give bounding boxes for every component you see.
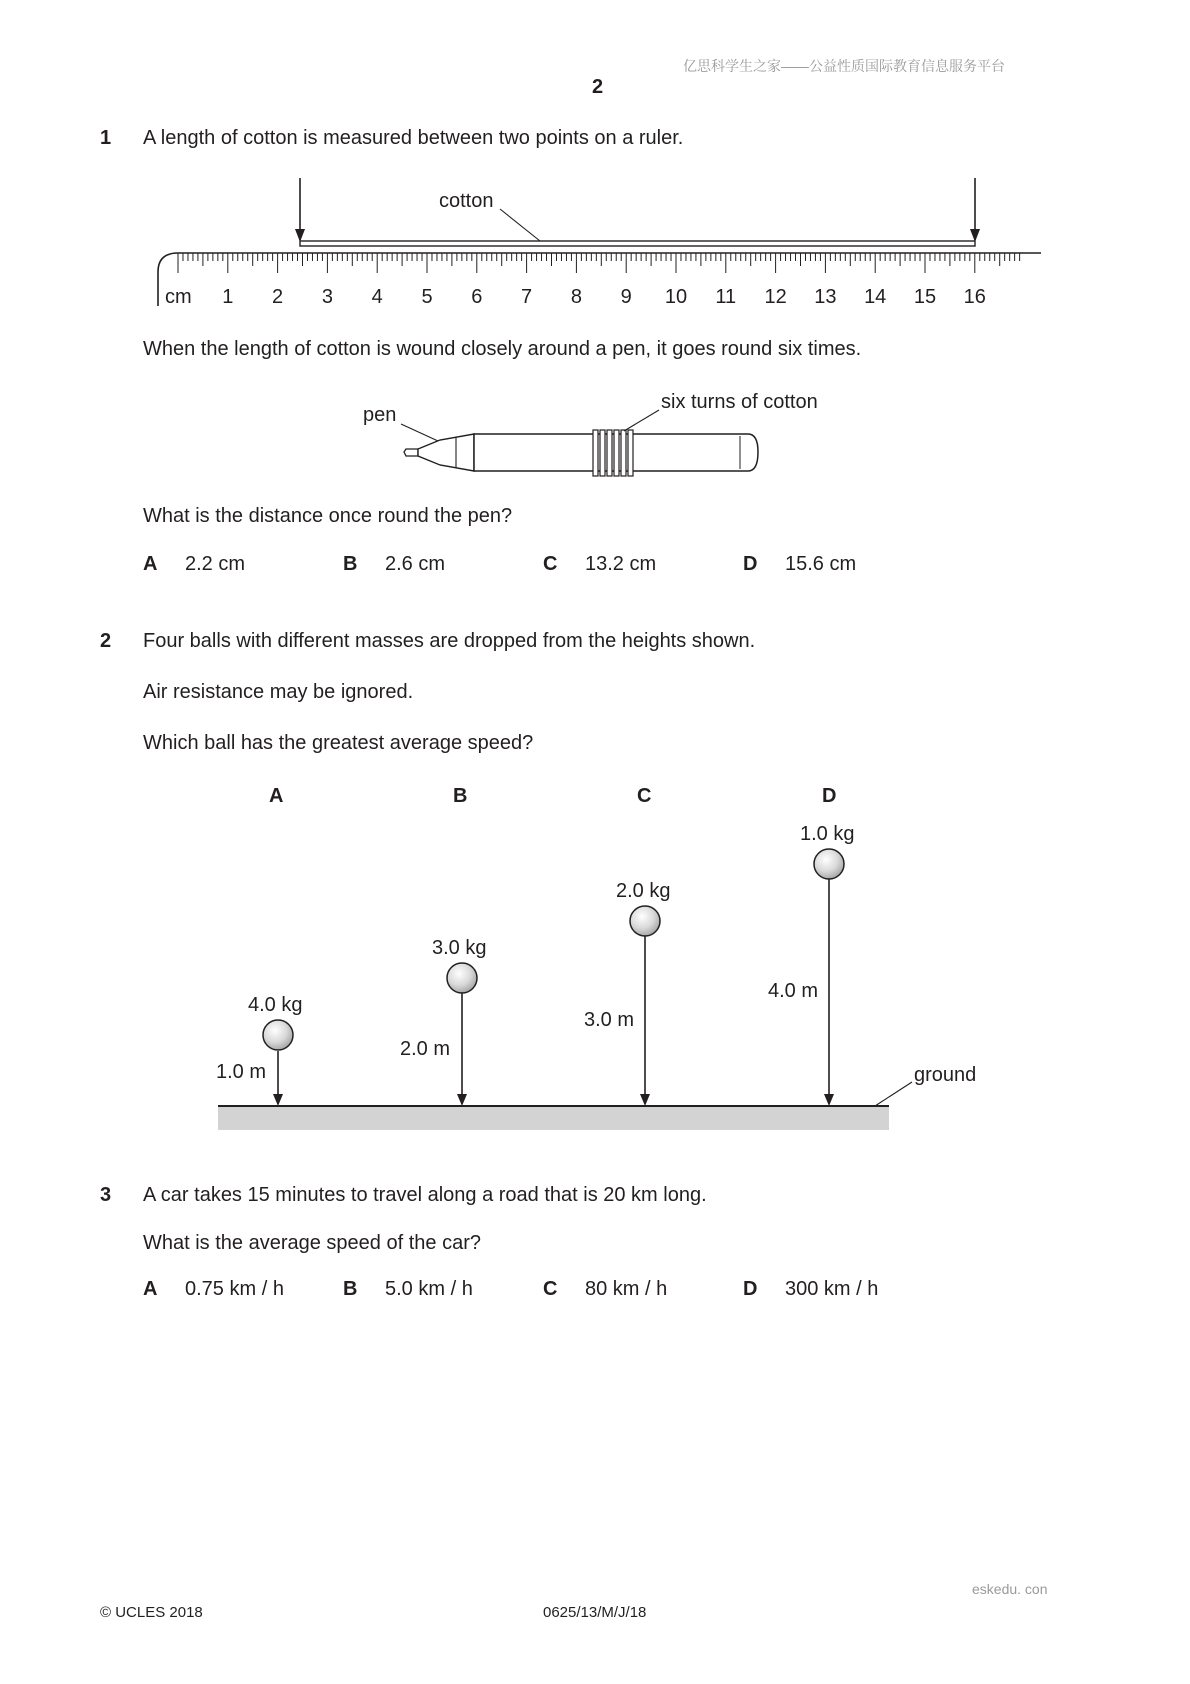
question-1-number: 1	[100, 127, 112, 149]
page-number: 2	[592, 76, 604, 98]
q3-option-c-letter: C	[543, 1278, 558, 1300]
question-3-number: 3	[100, 1184, 112, 1206]
ball-b-arrow-head	[457, 1094, 467, 1106]
ruler-number: 13	[814, 286, 837, 308]
ruler-number: 2	[272, 286, 284, 308]
ball-d-letter: D	[822, 785, 837, 807]
ball-a-group	[216, 994, 302, 1106]
ball-b	[447, 963, 477, 993]
ball-d-mass: 1.0 kg	[800, 823, 855, 845]
ruler-number: 15	[913, 286, 937, 308]
pen-label: pen	[363, 404, 397, 426]
ruler-number: 5	[421, 286, 433, 308]
ball-c-mass: 2.0 kg	[616, 880, 671, 902]
footer-copyright: © UCLES 2018	[100, 1604, 203, 1621]
ball-c-arrow-head	[640, 1094, 650, 1106]
option-a-letter: A	[143, 553, 158, 575]
q3-option-a-letter: A	[143, 1278, 158, 1300]
ball-b-height: 2.0 m	[400, 1038, 451, 1060]
ground-leader-line	[875, 1082, 912, 1106]
ruler-number: 9	[620, 286, 632, 308]
ball-a-arrow-head	[273, 1094, 283, 1106]
question-2-text-2: Air resistance may be ignored.	[143, 681, 414, 703]
ball-c-group	[584, 880, 670, 1106]
ruler-number: 1	[222, 286, 234, 308]
ruler-number: 12	[764, 286, 787, 308]
q3-option-d-value[interactable]: 300 km / h	[785, 1278, 879, 1300]
q3-option-b-letter: B	[343, 1278, 358, 1300]
q3-option-c-value[interactable]: 80 km / h	[585, 1278, 668, 1300]
option-b-value[interactable]: 2.6 cm	[385, 553, 446, 575]
ball-a	[263, 1020, 293, 1050]
turns-label: six turns of cotton	[661, 391, 818, 413]
ruler-number: 6	[471, 286, 483, 308]
option-d-letter: D	[743, 553, 758, 575]
ball-a-mass: 4.0 kg	[248, 994, 303, 1016]
ruler-number: 11	[715, 286, 737, 308]
question-2-question: Which ball has the greatest average speed?	[143, 732, 534, 754]
option-b-letter: B	[343, 553, 358, 575]
ball-b-group	[400, 937, 486, 1106]
cotton-label: cotton	[439, 190, 494, 212]
ball-c	[630, 906, 660, 936]
watermark-text: 亿思科学生之家——公益性质国际教育信息服务平台	[683, 58, 1005, 74]
ball-a-letter: A	[269, 785, 284, 807]
option-d-value[interactable]: 15.6 cm	[785, 553, 857, 575]
ruler-unit-label: cm	[165, 286, 192, 308]
ball-d-height: 4.0 m	[768, 980, 819, 1002]
q3-option-a-value[interactable]: 0.75 km / h	[185, 1278, 284, 1300]
ball-c-letter: C	[637, 785, 652, 807]
ball-d	[814, 849, 844, 879]
ground-strip	[218, 1106, 889, 1130]
ball-c-height: 3.0 m	[584, 1009, 635, 1031]
ball-d-arrow-head	[824, 1094, 834, 1106]
option-c-value[interactable]: 13.2 cm	[585, 553, 657, 575]
ground-label: ground	[914, 1064, 977, 1086]
ruler-number: 16	[963, 286, 986, 308]
option-a-value[interactable]: 2.2 cm	[185, 553, 246, 575]
footer-paper-code: 0625/13/M/J/18	[543, 1604, 647, 1621]
ruler-number: 4	[371, 286, 383, 308]
q3-option-b-value[interactable]: 5.0 km / h	[385, 1278, 473, 1300]
ruler-number: 8	[570, 286, 582, 308]
question-2-text-1: Four balls with different masses are dropped from the heights shown.	[143, 630, 756, 652]
ruler-number: 10	[664, 286, 688, 308]
ball-d-group	[768, 823, 854, 1106]
footer-site-watermark: eskedu. con	[972, 1581, 1048, 1597]
ruler-number: 7	[521, 286, 533, 308]
ball-a-height: 1.0 m	[216, 1061, 267, 1083]
option-c-letter: C	[543, 553, 558, 575]
question-1-text: A length of cotton is measured between two points on a ruler.	[143, 127, 684, 149]
ruler-number: 14	[864, 286, 887, 308]
question-1-text-2: When the length of cotton is wound closely around a pen, it goes round six times.	[143, 338, 862, 360]
ruler-number: 3	[321, 286, 333, 308]
ball-b-mass: 3.0 kg	[432, 937, 487, 959]
question-1-question: What is the distance once round the pen?	[143, 505, 513, 527]
question-2-number: 2	[100, 630, 112, 652]
q3-option-d-letter: D	[743, 1278, 758, 1300]
question-3-question: What is the average speed of the car?	[143, 1232, 481, 1254]
ball-b-letter: B	[453, 785, 468, 807]
question-3-text: A car takes 15 minutes to travel along a road that is 20 km long.	[143, 1184, 707, 1206]
